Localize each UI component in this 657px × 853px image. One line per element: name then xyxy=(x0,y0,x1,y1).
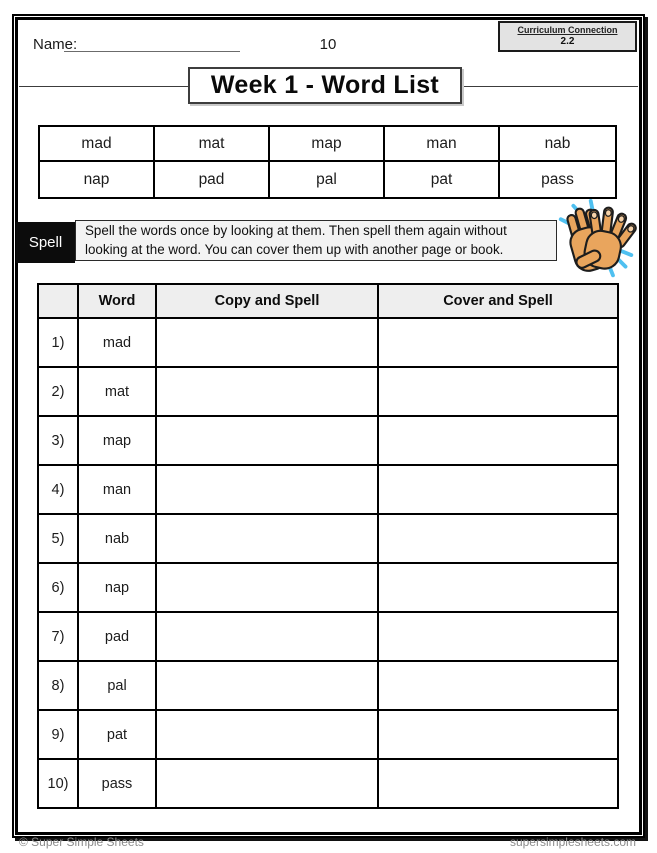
cover-and-spell-cell xyxy=(378,514,618,563)
curriculum-connection-box xyxy=(498,21,637,52)
col-header-word: Word xyxy=(78,284,156,318)
row-word: nap xyxy=(78,563,156,612)
spell-instructions: Spell the words once by looking at them. Then spell them again without looking at the word. You can cover them up with another page or book. xyxy=(75,220,557,261)
name-blank-line xyxy=(64,33,240,52)
copy-and-spell-cell xyxy=(156,710,378,759)
row-number: 1) xyxy=(38,318,78,367)
word-bank-cell: pass xyxy=(541,170,574,188)
word-bank-cell: nap xyxy=(40,162,155,197)
cover-and-spell-cell xyxy=(378,416,618,465)
page-title: Week 1 - Word List xyxy=(188,67,462,104)
row-word: map xyxy=(78,416,156,465)
copy-and-spell-cell xyxy=(156,563,378,612)
cover-and-spell-cell xyxy=(378,759,618,808)
cover-and-spell-cell xyxy=(378,367,618,416)
copy-and-spell-cell xyxy=(156,612,378,661)
word-bank-cell: map xyxy=(270,127,385,162)
col-header-cover-and-spell: Cover and Spell xyxy=(378,284,618,318)
row-number: 7) xyxy=(38,612,78,661)
spell-section-label: Spell xyxy=(16,222,75,263)
word-bank-cell: man xyxy=(385,127,500,162)
spelling-practice-table xyxy=(37,283,619,809)
row-word: pass xyxy=(78,759,156,808)
copy-and-spell-cell xyxy=(156,514,378,563)
copy-and-spell-cell xyxy=(156,318,378,367)
table-row xyxy=(38,465,618,514)
table-row xyxy=(38,661,618,710)
copy-and-spell-cell xyxy=(156,416,378,465)
word-bank-cell: mad xyxy=(40,127,155,162)
row-word: pat xyxy=(78,710,156,759)
row-number: 5) xyxy=(38,514,78,563)
table-row xyxy=(38,759,618,808)
word-bank-grid xyxy=(38,125,617,199)
row-number: 10) xyxy=(38,759,78,808)
row-word: pad xyxy=(78,612,156,661)
word-bank-cell: mat xyxy=(155,127,270,162)
copy-and-spell-cell xyxy=(156,661,378,710)
table-row xyxy=(38,318,618,367)
table-row xyxy=(38,612,618,661)
clapping-hands-icon xyxy=(549,199,646,284)
page-number: 10 xyxy=(319,36,337,53)
row-word: nab xyxy=(78,514,156,563)
copy-and-spell-cell xyxy=(156,759,378,808)
word-bank-cell: pat xyxy=(385,162,500,197)
table-row xyxy=(38,514,618,563)
curriculum-title: Curriculum Connection xyxy=(517,24,618,35)
word-bank-cell: nab xyxy=(500,127,615,162)
row-word: man xyxy=(78,465,156,514)
row-word: mat xyxy=(78,367,156,416)
row-number: 8) xyxy=(38,661,78,710)
copy-and-spell-cell xyxy=(156,465,378,514)
website-text: supersimplesheets.com xyxy=(509,835,636,849)
cover-and-spell-cell xyxy=(378,710,618,759)
cover-and-spell-cell xyxy=(378,563,618,612)
copyright-text: © Super Simple Sheets xyxy=(19,835,144,849)
name-label: Name: xyxy=(33,36,78,53)
row-number: 3) xyxy=(38,416,78,465)
row-number: 9) xyxy=(38,710,78,759)
word-bank-cell: pad xyxy=(155,162,270,197)
table-row xyxy=(38,367,618,416)
col-header-number xyxy=(38,284,78,318)
curriculum-value: 2.2 xyxy=(560,35,575,47)
row-number: 4) xyxy=(38,465,78,514)
cover-and-spell-cell xyxy=(378,661,618,710)
cover-and-spell-cell xyxy=(378,465,618,514)
row-number: 2) xyxy=(38,367,78,416)
cover-and-spell-cell xyxy=(378,612,618,661)
col-header-copy-and-spell: Copy and Spell xyxy=(156,284,378,318)
table-header-row xyxy=(38,284,618,318)
table-row xyxy=(38,563,618,612)
row-word: mad xyxy=(78,318,156,367)
row-number: 6) xyxy=(38,563,78,612)
table-row xyxy=(38,710,618,759)
cover-and-spell-cell xyxy=(378,318,618,367)
copy-and-spell-cell xyxy=(156,367,378,416)
word-bank-cell: pal xyxy=(270,162,385,197)
row-word: pal xyxy=(78,661,156,710)
table-row xyxy=(38,416,618,465)
